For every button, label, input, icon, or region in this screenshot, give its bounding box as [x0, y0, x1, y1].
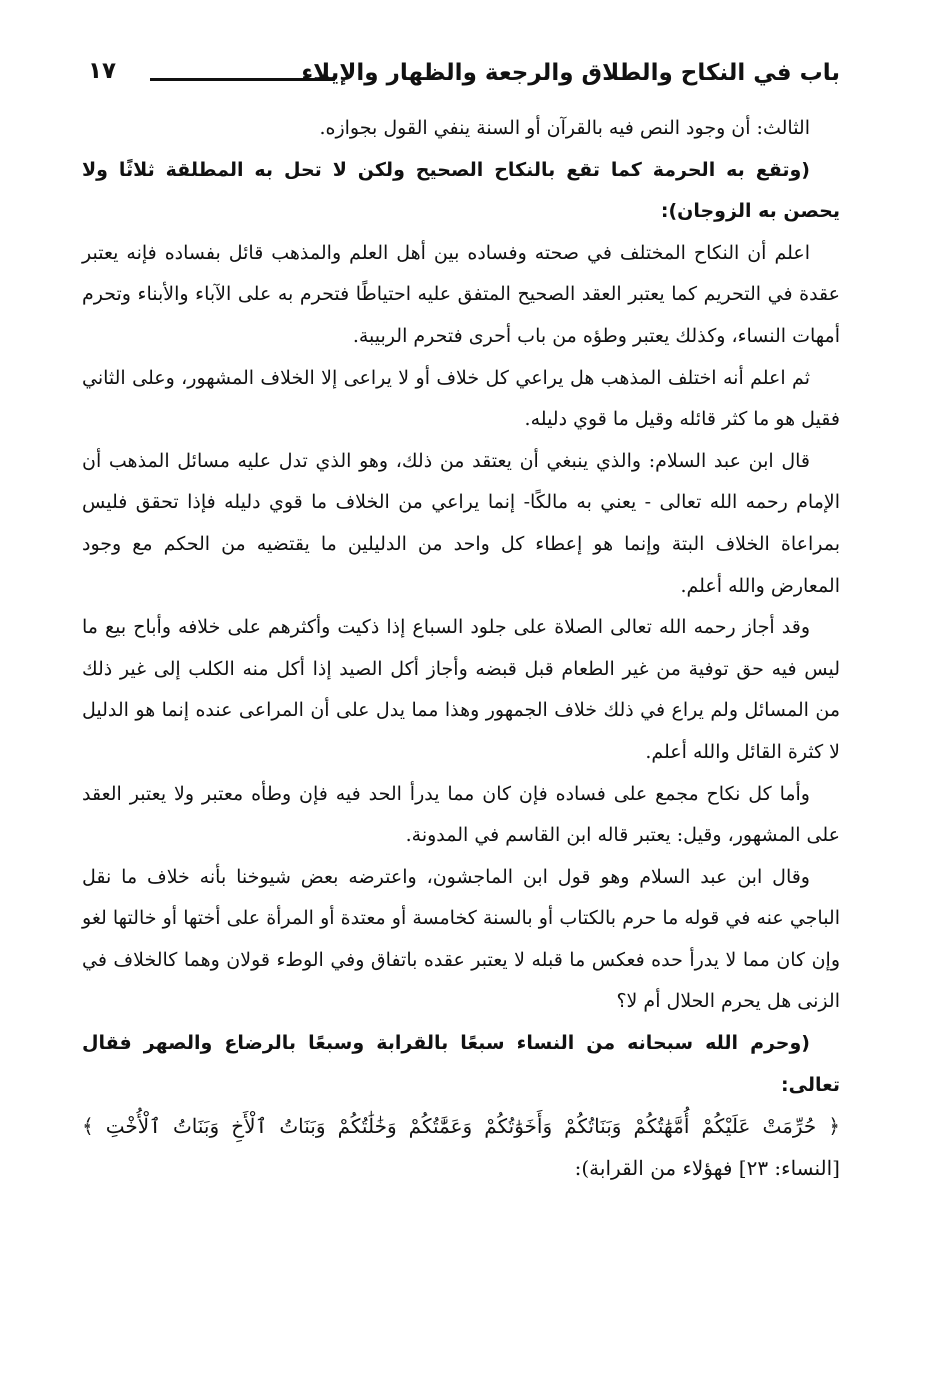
- page-number: ١٧: [88, 58, 117, 84]
- paragraph-agreed-void-marriage: وأما كل نكاح مجمع على فساده فإن كان مما يدرأ الحد فيه فإن وطأه معتبر ولا يعتبر العقد على المشهور، وقيل: يعتبر قاله ابن القاسم في المدونة.: [82, 782, 840, 847]
- paragraph-disputed-marriage: اعلم أن النكاح المختلف في صحته وفساده بين أهل العلم والمذهب قائل بفساده فإنه يعتبر عقدة في التحريم كما يعتبر العقد الصحيح المتفق عليه احتياطًا فتحرم به على الآباء والأبناء وتحرم أمهات النساء، وكذلك يعتبر وطؤه من باب أحرى فتحرم الربيبة.: [82, 241, 840, 347]
- paragraph-school-disagreement: ثم اعلم أنه اختلف المذهب هل يراعي كل خلاف أو لا يراعى إلا الخلاف المشهور، وعلى الثاني فقيل هو ما كثر قائله وقيل ما قوي دليله.: [82, 366, 840, 431]
- body-text: [82, 108, 840, 1189]
- paragraph-heading-prohibition: (وتقع به الحرمة كما تقع بالنكاح الصحيح ولكن لا تحل به المطلقة ثلاثًا ولا يحصن به الزوجان):: [82, 158, 840, 223]
- page-header: [88, 52, 840, 102]
- paragraph-quran-verse: ﴿ حُرِّمَتْ عَلَيْكُمْ أُمَّهَٰتُكُمْ وَبَنَاتُكُمْ وَأَخَوَٰتُكُمْ وَعَمَّٰتُكُمْ وَخَٰلَٰتُكُمْ وَبَنَاتُ ٱلْأَخِ وَبَنَاتُ ٱلْأُخْتِ ﴾ [النساء: ٢٣] فهؤلاء من القرابة):: [82, 1114, 840, 1180]
- running-title: باب في النكاح والطلاق والرجعة والظهار والإيلاء: [301, 60, 840, 86]
- paragraph-heading-forbidden-women: (وحرم الله سبحانه من النساء سبعًا بالقرابة وسبعًا بالرضاع والصهر فقال تعالى:: [82, 1032, 840, 1096]
- header-rule: [150, 78, 335, 81]
- paragraph-third-point: الثالث: أن وجود النص فيه بالقرآن أو السنة ينفي القول بجوازه.: [319, 117, 810, 139]
- paragraph-ibn-abd-al-salam: قال ابن عبد السلام: والذي ينبغي أن يعتقد من ذلك، وهو الذي تدل عليه مسائل المذهب أن الإمام رحمه الله تعالى - يعني به مالكًا- إنما يراعي من الخلاف ما قوي دليله فإذا تحقق فليس بمراعاة الخلاف البتة وإنما هو إعطاء كل واحد من الدليلين ما يقتضيه من الحكم مع وجود المعارض والله أعلم.: [82, 449, 840, 597]
- paragraph-examples: وقد أجاز رحمه الله تعالى الصلاة على جلود السباع إذا ذكيت وأكثرهم على خلافه وأباح بيع ما ليس فيه حق توفية من غير الطعام قبل قبضه وأجاز أكل الصيد إذا أكل منه الكلب إلى غير ذلك من المسائل ولم يراع في ذلك خلاف الجمهور وهذا مما يدل على أن المراعى عنده إنما هو الدليل لا كثرة القائل والله أعلم.: [82, 616, 840, 763]
- paragraph-ibn-al-majishun: وقال ابن عبد السلام وهو قول ابن الماجشون، واعترضه بعض شيوخنا بأنه خلاف ما نقل الباجي عنه في قوله ما حرم بالكتاب أو بالسنة كخامسة أو معتدة أو المرأة على أختها أو خالتها لغو وإن كان مما لا يدرأ حده فعكس ما قبله لا يعتبر عقده باتفاق وفي الوطء قولان وهما كالخلاف في الزنى هل يحرم الحلال أم لا؟: [82, 865, 840, 1013]
